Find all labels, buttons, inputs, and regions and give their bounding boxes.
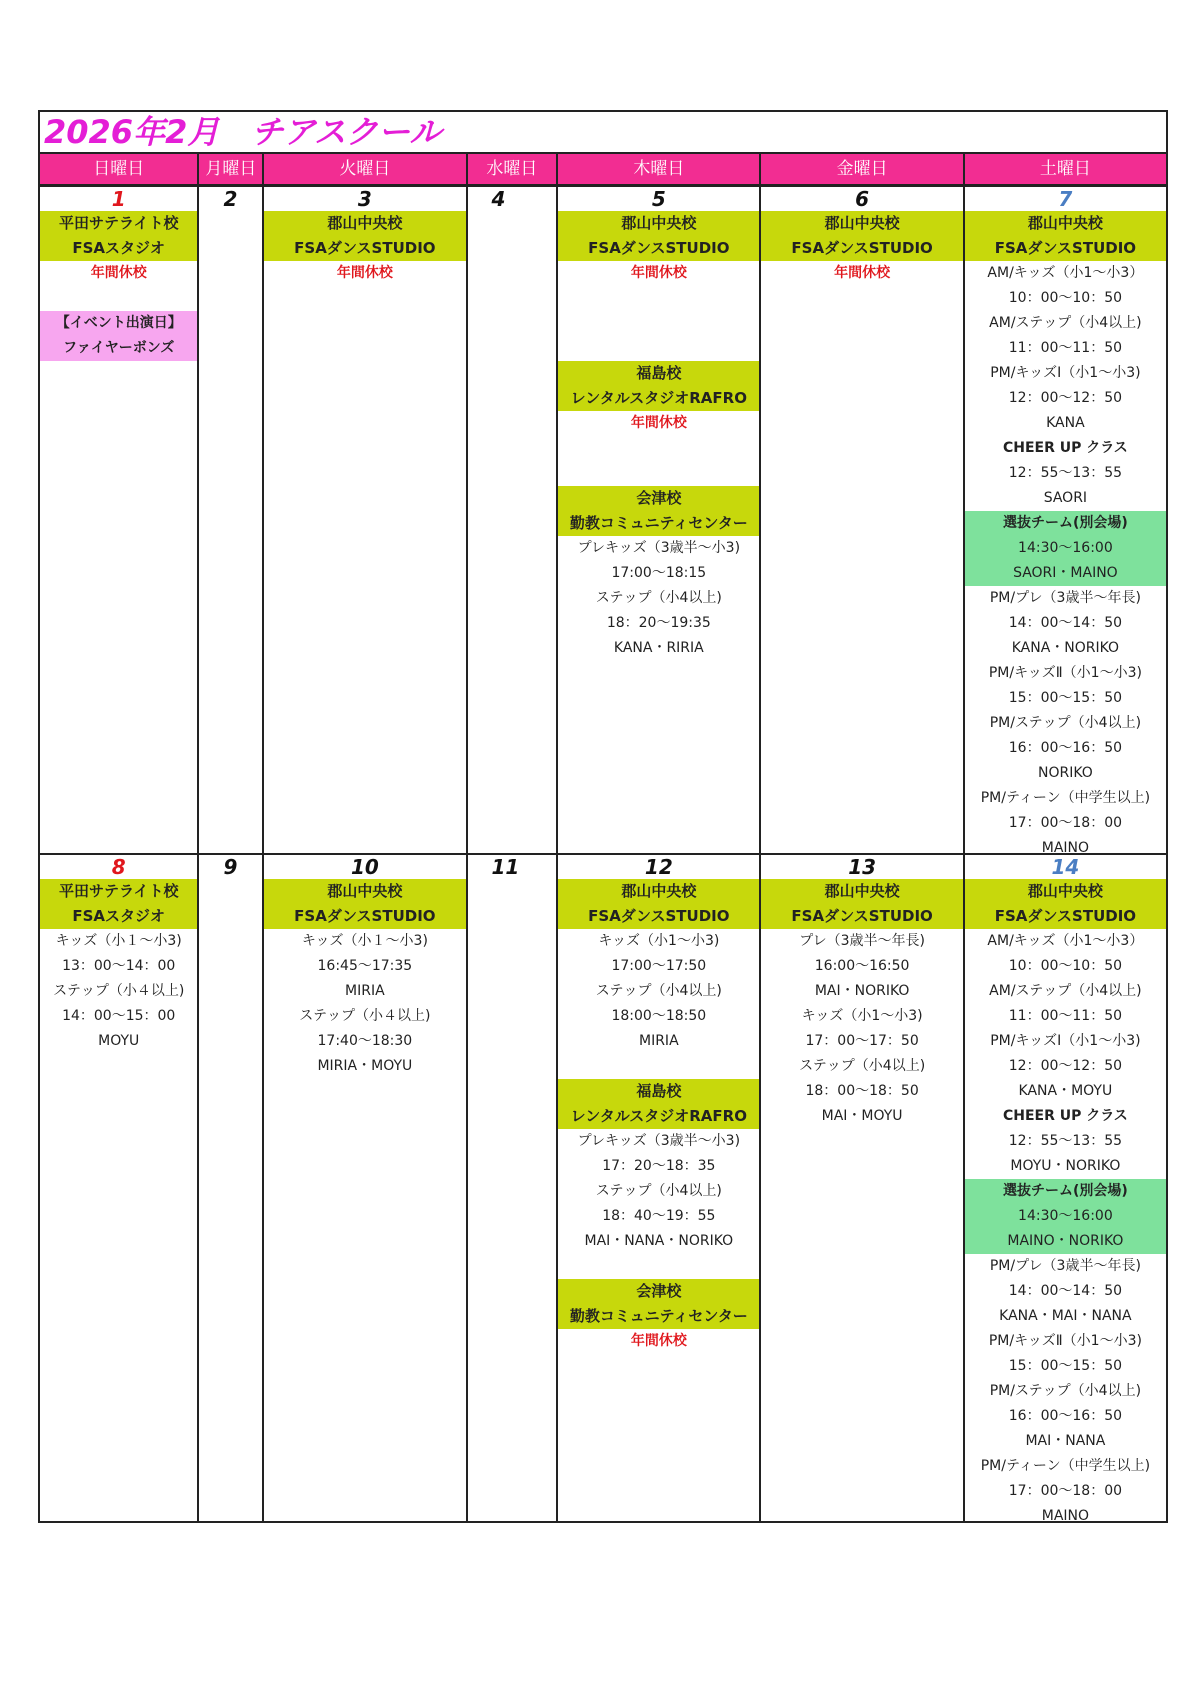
schedule-line: PM/ティーン（中学生以上) [980,790,1151,806]
day-number: 3 [357,187,372,211]
schedule-line: ステップ（小4以上) [595,983,722,999]
schedule-line: キッズ（小１～小3) [301,933,428,949]
schedule-line: キッズ（小1～小3) [801,1008,923,1024]
schedule-line: ステップ（小4以上) [799,1058,926,1074]
day-cell-monday [197,187,262,853]
schedule-line: KANA・MOYU [1018,1083,1113,1099]
weekday-saturday: 土曜日 [963,154,1166,184]
schedule-line: 12：00～12：50 [1008,1058,1123,1074]
schedule-line: 16：00～16：50 [1008,740,1123,756]
schedule-line: 10：00～10：50 [1008,290,1123,306]
schedule-line: CHEER UP クラス [1002,1108,1128,1124]
day-cell-tuesday [262,187,465,853]
school-label: 勤教コミュニティセンター [558,511,759,536]
school-label: 福島校 [558,1079,759,1104]
select-team-line: 14:30～16:00 [965,1204,1166,1229]
schedule-line: 18：20～19:35 [606,615,711,631]
school-label: 郡山中央校 [761,879,962,904]
spacer [40,286,197,311]
schedule-line: キッズ（小１～小3) [55,933,182,949]
day-cell-saturday [963,187,1166,853]
schedule-line: PM/キッズⅠ（小1～小3) [990,365,1141,381]
school-label: 平田サテライト校 [40,211,197,236]
select-team-line: 選抜チーム(別会場) [965,511,1166,536]
schedule-line: PM/キッズⅠ（小1～小3) [990,1033,1141,1049]
schedule-line: 17：00～17：50 [805,1033,919,1049]
day-number: 12 [644,855,673,879]
schedule-line: PM/キッズⅡ（小1～小3) [988,665,1142,681]
weekday-tuesday: 火曜日 [262,154,465,184]
school-label: FSAダンスSTUDIO [761,236,962,261]
schedule-line: MIRIA [345,983,385,999]
school-label: 郡山中央校 [264,211,465,236]
calendar [38,110,1168,1523]
day-number: 11 [491,855,520,879]
schedule-line: 11：00～11：50 [1008,340,1123,356]
school-label: 郡山中央校 [558,211,759,236]
event-label: ファイヤーボンズ [40,336,197,361]
schedule-line: KANA・RIRIA [613,640,704,656]
school-label: FSAスタジオ [40,236,197,261]
schedule-line: 15：00～15：50 [1008,690,1123,706]
school-label: FSAダンスSTUDIO [761,904,962,929]
schedule-line: 17：00～18：00 [1008,815,1123,831]
schedule-line: 16：00～16：50 [1008,1408,1123,1424]
schedule-line: 11：00～11：50 [1008,1008,1123,1024]
schedule-line: MOYU [98,1033,140,1049]
select-team-line: 14:30～16:00 [965,536,1166,561]
day-cell-wednesday [466,187,557,853]
schedule-line: 17:40～18:30 [317,1033,413,1049]
schedule-line: 13：00～14：00 [62,958,176,974]
select-team-line: 選抜チーム(別会場) [965,1179,1166,1204]
schedule-line: 12：00～12：50 [1008,390,1123,406]
schedule-line: PM/ステップ（小4以上) [989,1383,1142,1399]
schedule-line: 16:45～17:35 [317,958,413,974]
page-title: 2026年2月 チアスクール [40,112,1166,154]
day-cell-thursday [556,855,759,1521]
calendar-week [40,187,1166,853]
spacer [558,311,759,336]
day-number: 5 [651,187,666,211]
weekday-friday: 金曜日 [759,154,962,184]
day-number: 8 [111,855,126,879]
schedule-line: MAI・NORIKO [814,983,910,999]
schedule-line: キッズ（小1～小3) [598,933,720,949]
schedule-line: KANA・NORIKO [1011,640,1120,656]
closed-notice: 年間休校 [630,265,687,281]
day-number: 7 [1058,187,1073,211]
schedule-line: PM/ステップ（小4以上) [989,715,1142,731]
day-number: 9 [223,855,238,879]
school-label: FSAダンスSTUDIO [558,236,759,261]
schedule-line: プレキッズ（3歳半～小3) [577,1133,741,1149]
spacer [558,286,759,311]
weekday-wednesday: 水曜日 [466,154,557,184]
schedule-line: 17：00～18：00 [1008,1483,1123,1499]
schedule-line: 15：00～15：50 [1008,1358,1123,1374]
schedule-line: MAI・NANA [1025,1433,1106,1449]
schedule-line: MAI・MOYU [821,1108,903,1124]
schedule-line: PM/プレ（3歳半～年長) [989,590,1141,606]
schedule-line: ステップ（小４以上) [53,983,185,999]
schedule-line: 17：20～18：35 [602,1158,716,1174]
day-cell-wednesday [466,855,557,1521]
spacer [558,1054,759,1079]
day-cell-friday [759,187,962,853]
school-label: FSAダンスSTUDIO [264,904,465,929]
school-label: レンタルスタジオRAFRO [558,386,759,411]
schedule-line: 10：00～10：50 [1008,958,1123,974]
schedule-line: 17:00～18:15 [611,565,707,581]
schedule-line: AM/ステップ（小4以上) [989,983,1142,999]
schedule-line: 16:00～16:50 [814,958,910,974]
schedule-line: MOYU・NORIKO [1010,1158,1121,1174]
day-number: 4 [491,187,506,211]
school-label: 勤教コミュニティセンター [558,1304,759,1329]
schedule-line: プレ（3歳半～年長) [799,933,926,949]
schedule-line: PM/ティーン（中学生以上) [980,1458,1151,1474]
closed-notice: 年間休校 [90,265,147,281]
schedule-line: 12：55～13：55 [1008,465,1123,481]
day-cell-thursday [556,187,759,853]
day-cell-tuesday [262,855,465,1521]
schedule-line: ステップ（小4以上) [595,590,722,606]
schedule-line: ステップ（小４以上) [299,1008,431,1024]
school-label: FSAスタジオ [40,904,197,929]
day-cell-sunday [40,187,197,853]
schedule-line: PM/プレ（3歳半～年長) [989,1258,1141,1274]
schedule-line: 14：00～14：50 [1008,1283,1123,1299]
schedule-line: AM/ステップ（小4以上) [989,315,1142,331]
day-number: 13 [848,855,877,879]
schedule-line: 17:00～17:50 [611,958,707,974]
spacer [558,436,759,461]
closed-notice: 年間休校 [834,265,891,281]
school-label: FSAダンスSTUDIO [558,904,759,929]
calendar-week [40,853,1166,1521]
schedule-line: MAI・NANA・NORIKO [584,1233,734,1249]
schedule-line: AM/キッズ（小1～小3） [987,265,1144,281]
day-cell-saturday [963,855,1166,1521]
schedule-line: SAORI [1043,490,1088,506]
school-label: FSAダンスSTUDIO [264,236,465,261]
closed-notice: 年間休校 [630,1333,687,1349]
school-label: FSAダンスSTUDIO [965,236,1166,261]
schedule-line: MAINO [1041,840,1090,853]
day-number: 10 [350,855,379,879]
closed-notice: 年間休校 [630,415,687,431]
schedule-line: 18:00～18:50 [611,1008,707,1024]
school-label: 会津校 [558,486,759,511]
spacer [558,336,759,361]
school-label: FSAダンスSTUDIO [965,904,1166,929]
schedule-line: CHEER UP クラス [1002,440,1128,456]
day-number: 1 [111,187,126,211]
school-label: 郡山中央校 [558,879,759,904]
schedule-line: PM/キッズⅡ（小1～小3) [988,1333,1142,1349]
schedule-line: AM/キッズ（小1～小3） [987,933,1144,949]
school-label: 郡山中央校 [965,879,1166,904]
school-label: 福島校 [558,361,759,386]
day-cell-sunday [40,855,197,1521]
weekday-sunday: 日曜日 [93,159,145,179]
schedule-line: KANA [1046,415,1085,431]
schedule-line: プレキッズ（3歳半～小3) [577,540,741,556]
school-label: 郡山中央校 [264,879,465,904]
day-number: 6 [855,187,870,211]
day-number: 14 [1051,855,1080,879]
event-label: 【イベント出演日】 [40,311,197,336]
weekday-header [40,154,1166,187]
closed-notice: 年間休校 [336,265,393,281]
schedule-line: MAINO [1041,1508,1090,1521]
spacer [558,461,759,486]
school-label: 郡山中央校 [965,211,1166,236]
school-label: レンタルスタジオRAFRO [558,1104,759,1129]
schedule-line: 14：00～14：50 [1008,615,1123,631]
select-team-line: SAORI・MAINO [965,561,1166,586]
day-cell-friday [759,855,962,1521]
school-label: 会津校 [558,1279,759,1304]
schedule-line: 14：00～15：00 [62,1008,176,1024]
schedule-line: MIRIA [639,1033,679,1049]
schedule-line: ステップ（小4以上) [595,1183,722,1199]
schedule-line: NORIKO [1037,765,1093,781]
schedule-line: 18：00～18：50 [805,1083,919,1099]
weekday-monday: 月曜日 [197,154,262,184]
weekday-thursday: 木曜日 [556,154,759,184]
schedule-line: 18：40～19：55 [602,1208,716,1224]
school-label: 平田サテライト校 [40,879,197,904]
day-cell-monday [197,855,262,1521]
spacer [558,1254,759,1279]
select-team-line: MAINO・NORIKO [965,1229,1166,1254]
school-label: 郡山中央校 [761,211,962,236]
schedule-line: KANA・MAI・NANA [999,1308,1132,1324]
day-number: 2 [223,187,238,211]
schedule-line: 12：55～13：55 [1008,1133,1123,1149]
schedule-line: MIRIA・MOYU [317,1058,413,1074]
calendar-weeks [40,187,1166,1521]
